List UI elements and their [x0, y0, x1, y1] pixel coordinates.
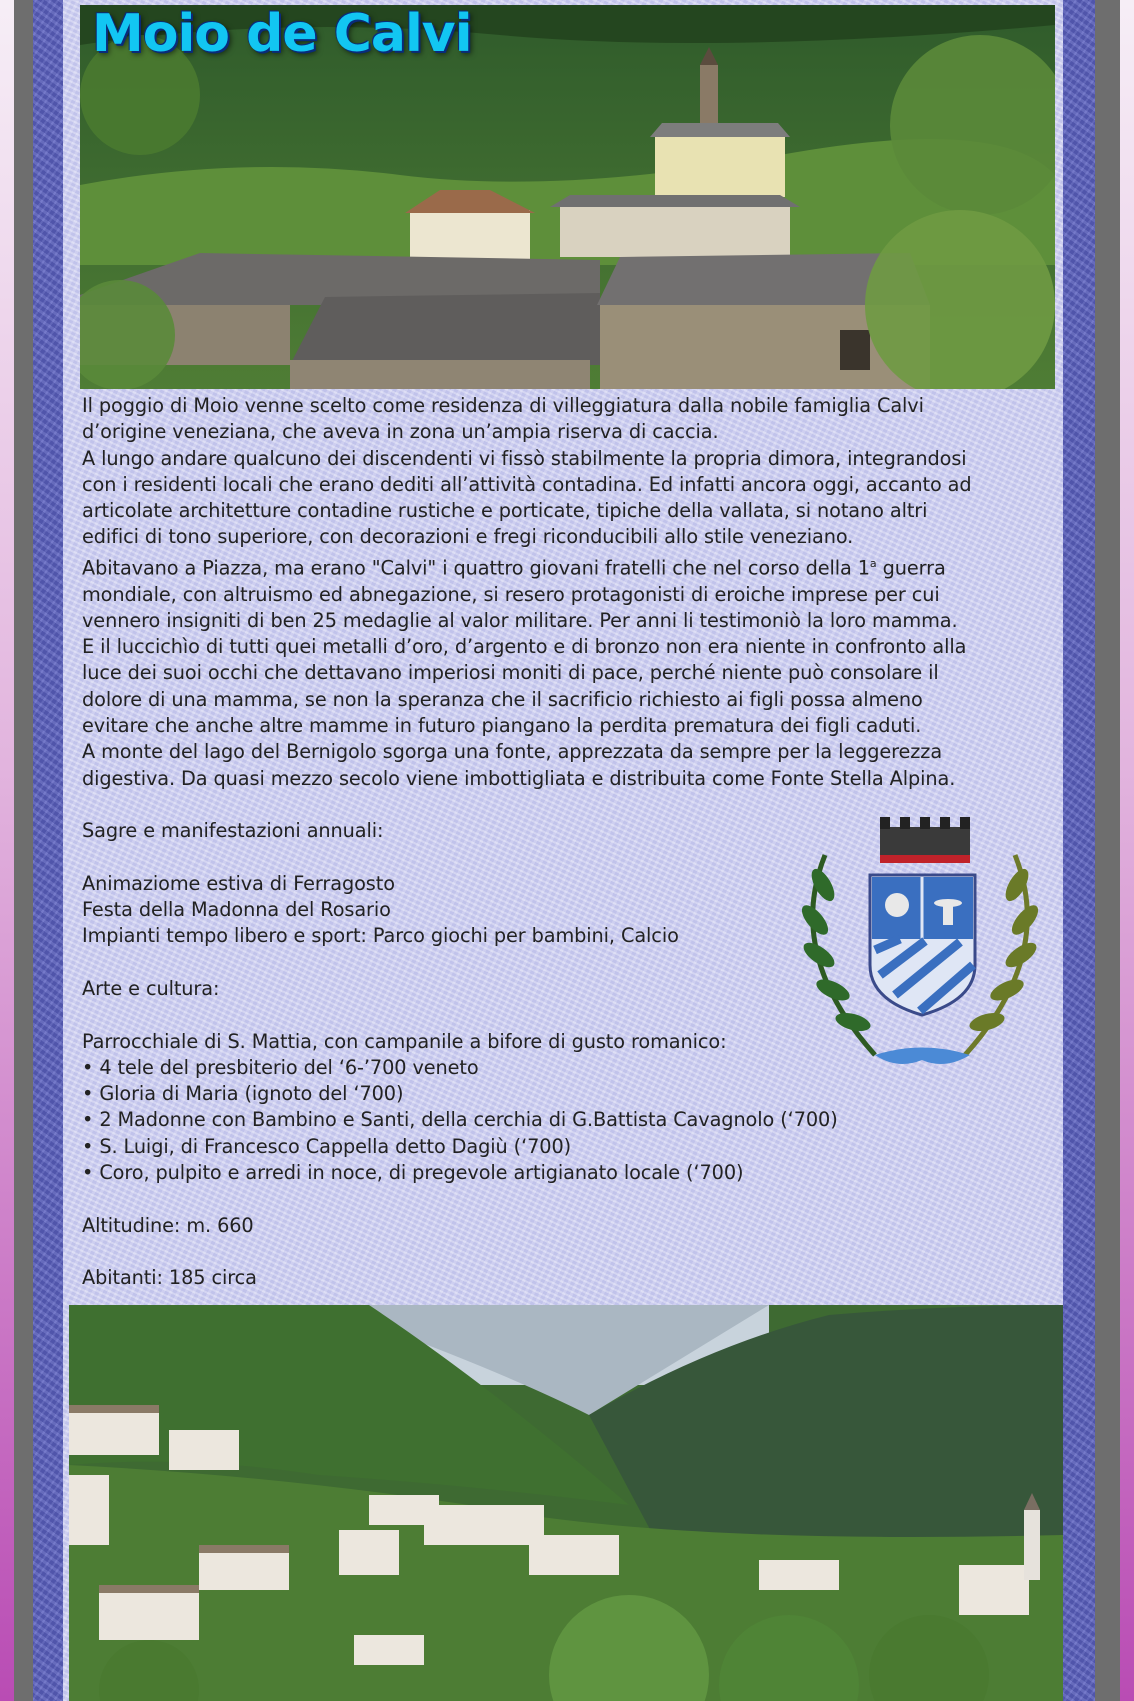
- text-fragment: Abitavano a Piazza, ma erano "Calvi" i quattro giovani fratelli che nel corso della 1: [82, 556, 870, 580]
- artwork-item: • 4 tele del presbiterio del ‘6-’700 veneto: [82, 1055, 1062, 1081]
- text-line: A monte del lago del Bernigolo sgorga una fonte, apprezzata da sempre per la leggerezza: [82, 740, 943, 764]
- coat-of-arms: [785, 815, 1055, 1090]
- text-line: evitare che anche altre mamme in futuro piangano la perdita prematura dei figli caduti.: [82, 713, 922, 737]
- village-photo-bottom: [69, 1305, 1063, 1701]
- text-line: Il poggio di Moio venne scelto come residenza di villeggiatura dalla nobile famiglia Calvi: [82, 394, 924, 417]
- text-line: luce dei suoi occhi che dettavano imperiosi moniti di pace, perché niente può consolare il: [82, 661, 939, 685]
- text-line: E il luccichìo di tutti quei metalli d’oro, d’argento e di bronzo non era niente in confronto alla: [82, 635, 967, 659]
- text-line: edifici di tono superiore, con decorazioni e fregi riconducibili allo stile veneziano.: [82, 525, 854, 549]
- inhabitants: Abitanti: 185 circa: [82, 1266, 257, 1290]
- altitude: Altitudine: m. 660: [82, 1213, 254, 1237]
- event-item: Animaziome estiva di Ferragosto: [82, 871, 395, 895]
- text-line: digestiva. Da quasi mezzo secolo viene imbottigliata e distribuita come Fonte Stella Alpina.: [82, 766, 956, 790]
- text-line: dolore di una mamma, se non la speranza che il sacrificio richiesto ai figli possa almeno: [82, 687, 923, 711]
- church-description: Parrocchiale di S. Mattia, con campanile a bifore di gusto romanico:: [82, 1029, 727, 1053]
- page-title: Moio de Calvi: [92, 4, 472, 64]
- event-item: Impianti tempo libero e sport: Parco giochi per bambini, Calcio: [82, 924, 679, 948]
- text-fragment: guerra: [876, 556, 946, 580]
- event-item: Festa della Madonna del Rosario: [82, 898, 391, 922]
- text-line: d’origine veneziana, che aveva in zona un’ampia riserva di caccia.: [82, 420, 719, 444]
- text-line: [82, 551, 1062, 582]
- artwork-item: • Gloria di Maria (ignoto del ‘700): [82, 1081, 1062, 1107]
- superscript: a: [869, 556, 877, 570]
- text-line: articolate architetture contadine rustiche e porticate, tipiche della vallata, si notano altri: [82, 499, 928, 523]
- text-line: con i residenti locali che erano dediti all’attività contadina. Ed infatti ancora oggi, accanto ad: [82, 472, 972, 496]
- events-heading: Sagre e manifestazioni annuali:: [82, 819, 384, 843]
- artwork-item: • 2 Madonne con Bambino e Santi, della cerchia di G.Battista Cavagnolo (‘700): [82, 1107, 1062, 1133]
- artwork-item: • S. Luigi, di Francesco Cappella detto Dagiù (‘700): [82, 1134, 1062, 1160]
- text-line: mondiale, con altruismo ed abnegazione, si resero protagonisti di eroiche imprese per cui: [82, 582, 940, 606]
- artwork-item: • Coro, pulpito e arredi in noce, di pregevole artigianato locale (‘700): [82, 1160, 1062, 1186]
- text-line: vennero insigniti di ben 25 medaglie al valor militare. Per anni li testimoniò la loro mamma.: [82, 608, 958, 632]
- culture-heading: Arte e cultura:: [82, 976, 220, 1000]
- text-line: A lungo andare qualcuno dei discendenti vi fissò stabilmente la propria dimora, integrandosi: [82, 446, 967, 470]
